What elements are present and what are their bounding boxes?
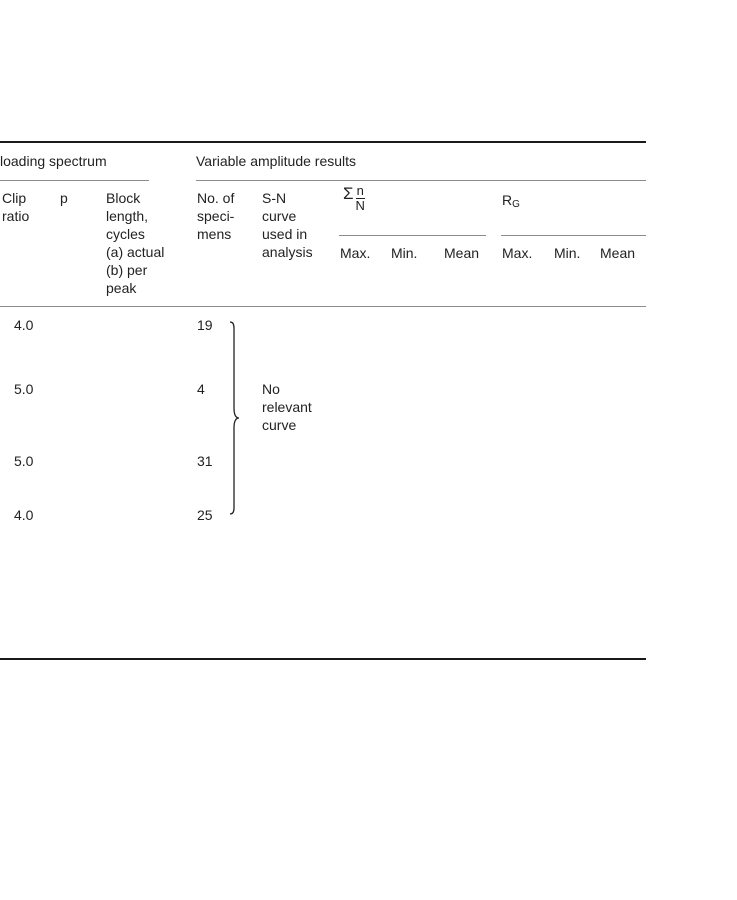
specimens-header: No. of speci- mens bbox=[197, 190, 235, 242]
sn-curve-header: S-N curve used in analysis bbox=[262, 190, 313, 260]
rg-mean-header: Mean bbox=[600, 245, 636, 261]
rg-underline bbox=[501, 235, 646, 236]
rg-max-header: Max. bbox=[502, 245, 533, 261]
clip-ratio-header: Clip ratio bbox=[2, 190, 30, 224]
loading-spectrum-underline bbox=[0, 180, 149, 181]
rg-min-header: Min. bbox=[554, 245, 581, 261]
specimens-cell: 31 bbox=[197, 453, 213, 469]
rg-header bbox=[502, 191, 520, 214]
specimens-cell: 19 bbox=[197, 317, 213, 333]
header-bottom-rule bbox=[0, 306, 646, 307]
specimens-cell: 4 bbox=[197, 381, 205, 397]
p-header: p bbox=[60, 190, 68, 206]
sn-curve-note: No relevant curve bbox=[262, 381, 312, 433]
fraction bbox=[356, 184, 365, 213]
specimens-cell: 25 bbox=[197, 507, 213, 523]
sum-min-header: Min. bbox=[391, 245, 418, 261]
table-top-rule bbox=[0, 141, 646, 143]
loading-spectrum-header: loading spectrum bbox=[0, 153, 107, 169]
rg-subscript: G bbox=[512, 199, 520, 210]
sum-max-header: Max. bbox=[340, 245, 371, 261]
clip-ratio-cell: 4.0 bbox=[14, 507, 34, 523]
fraction-denominator: N bbox=[355, 198, 365, 213]
clip-ratio-cell: 4.0 bbox=[14, 317, 34, 333]
sum-mean-header: Mean bbox=[444, 245, 480, 261]
sigma-symbol: Σ bbox=[343, 184, 354, 203]
block-length-header: Block length, cycles (a) actual (b) per peak bbox=[106, 190, 165, 296]
clip-ratio-cell: 5.0 bbox=[14, 453, 34, 469]
sum-n-over-N-header bbox=[343, 184, 365, 213]
table-bottom-rule bbox=[0, 658, 646, 660]
variable-amplitude-header: Variable amplitude results bbox=[196, 153, 357, 169]
clip-ratio-cell: 5.0 bbox=[14, 381, 34, 397]
fraction-numerator: n bbox=[356, 183, 364, 198]
rg-symbol: R bbox=[502, 192, 513, 208]
sum-n-over-N-underline bbox=[339, 235, 486, 236]
variable-amplitude-underline bbox=[196, 180, 646, 181]
grouping-brace bbox=[222, 318, 242, 518]
